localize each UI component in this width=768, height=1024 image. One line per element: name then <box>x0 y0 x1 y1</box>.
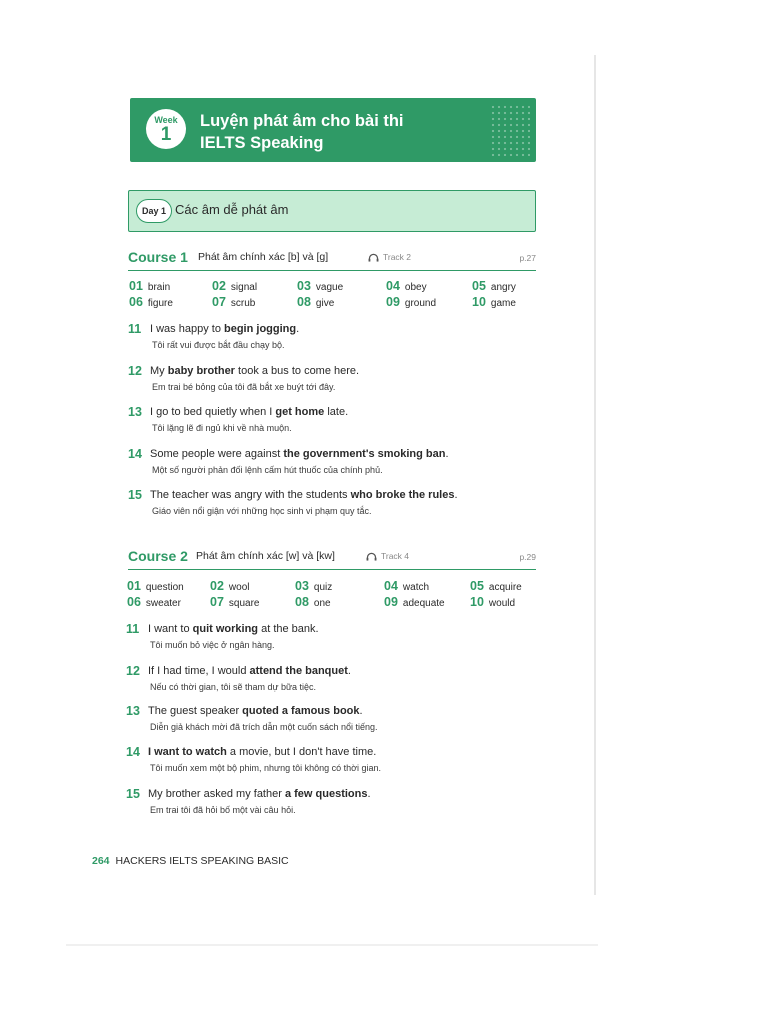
vocab-item <box>210 595 259 609</box>
page-number: 264 <box>92 855 110 867</box>
sentence-text: My brother asked my father <box>148 788 285 800</box>
week-title <box>200 110 404 154</box>
vocab-item <box>472 279 516 293</box>
week-title-line1: Luyện phát âm cho bài thi <box>200 112 404 130</box>
banner-dot-pattern <box>490 104 530 156</box>
course2-page-ref: p.29 <box>519 552 536 562</box>
vocab-item <box>384 579 429 593</box>
vocab-number: 10 <box>470 595 484 609</box>
sentence-english <box>150 448 449 460</box>
sentence-text: I was happy to <box>150 323 224 335</box>
sentence-vietnamese: Diễn giả khách mời đã trích dẫn một cuốn sách nổi tiếng. <box>150 722 378 732</box>
sentence-keyphrase: begin jogging <box>224 323 297 335</box>
sentence-keyphrase: baby brother <box>167 365 235 377</box>
sentence-keyphrase: get home <box>275 406 325 418</box>
sentence-number: 11 <box>126 622 140 636</box>
sentence-text: . <box>296 323 300 335</box>
sentence-vietnamese: Tôi muốn bỏ việc ở ngân hàng. <box>150 640 275 650</box>
vocab-word: wool <box>228 582 250 593</box>
sentence-keyphrase: quoted a famous book <box>242 705 360 717</box>
vocab-item <box>127 579 184 593</box>
course1-track-label: Track 2 <box>383 252 412 262</box>
vocab-word: adequate <box>402 598 445 609</box>
vocab-word: quiz <box>313 582 333 593</box>
vocab-item <box>295 579 332 593</box>
vocab-item <box>127 595 181 609</box>
book-title: HACKERS IELTS SPEAKING BASIC <box>115 855 289 867</box>
sentence-number: 13 <box>128 405 142 419</box>
vocab-word: game <box>490 298 516 309</box>
sentence-english <box>150 323 299 335</box>
sentence-text: late. <box>324 406 349 418</box>
sentence-vietnamese: Tôi lặng lẽ đi ngủ khi về nhà muộn. <box>152 423 292 433</box>
vocab-item <box>129 279 170 293</box>
headphones-icon <box>366 552 377 561</box>
vocab-number: 04 <box>386 279 400 293</box>
sentence-text: . <box>454 489 458 501</box>
sentence-text: I go to bed quietly when I <box>150 406 276 418</box>
sentence-text: at the bank. <box>258 623 319 635</box>
page-edge-bottom <box>66 944 598 946</box>
vocab-item <box>297 295 334 309</box>
sentence-english <box>148 746 376 758</box>
vocab-item <box>470 595 515 609</box>
vocab-word: scrub <box>230 298 256 309</box>
sentence-text: I want to <box>148 623 193 635</box>
vocab-word: vague <box>315 282 344 293</box>
vocab-word: brain <box>147 282 171 293</box>
vocab-number: 03 <box>297 279 311 293</box>
vocab-word: ground <box>404 298 437 309</box>
vocab-item <box>470 579 522 593</box>
vocab-word: would <box>488 598 516 609</box>
vocab-word: question <box>145 582 184 593</box>
course1-page-ref: p.27 <box>519 253 536 263</box>
sentence-keyphrase: attend the banquet <box>249 665 348 677</box>
vocab-word: obey <box>404 282 427 293</box>
course2-description: Phát âm chính xác [w] và [kw] <box>196 550 335 562</box>
vocab-item <box>210 579 249 593</box>
sentence-text: . <box>445 448 449 460</box>
sentence-number: 15 <box>128 488 142 502</box>
sentence-vietnamese: Tôi muốn xem một bộ phim, nhưng tôi không có thời gian. <box>150 763 382 773</box>
sentence-text: Some people were against <box>150 448 284 460</box>
vocab-word: acquire <box>488 582 522 593</box>
sentence-english <box>148 705 363 717</box>
sentence-vietnamese: Giáo viên nổi giận với những học sinh vi phạm quy tắc. <box>152 506 372 516</box>
vocab-word: watch <box>402 582 430 593</box>
day-title: Các âm dễ phát âm <box>175 202 289 217</box>
vocab-word: signal <box>230 282 258 293</box>
vocab-number: 10 <box>472 295 486 309</box>
week-number: 1 <box>160 123 172 145</box>
sentence-vietnamese: Em trai bé bỏng của tôi đã bắt xe buýt tới đây. <box>152 382 336 392</box>
vocab-number: 04 <box>384 579 398 593</box>
week-label: Week <box>154 114 178 125</box>
sentence-english <box>150 365 359 377</box>
vocab-number: 09 <box>384 595 398 609</box>
sentence-text: a movie, but I don't have time. <box>226 746 377 758</box>
vocab-number: 08 <box>297 295 311 309</box>
sentence-text: If I had time, I would <box>148 665 250 677</box>
sentence-text: . <box>367 788 371 800</box>
sentence-text: . <box>359 705 363 717</box>
sentence-keyphrase: the government's smoking ban <box>283 448 446 460</box>
vocab-number: 07 <box>210 595 224 609</box>
vocab-number: 06 <box>129 295 143 309</box>
week-banner <box>130 98 536 162</box>
vocab-number: 02 <box>210 579 224 593</box>
sentence-number: 15 <box>126 787 140 801</box>
sentence-keyphrase: quit working <box>192 623 259 635</box>
week-title-line2: IELTS Speaking <box>200 134 324 152</box>
sentence-english <box>148 623 319 635</box>
vocab-item <box>386 295 436 309</box>
vocab-item <box>129 295 173 309</box>
vocab-number: 01 <box>127 579 141 593</box>
vocab-word: figure <box>147 298 173 309</box>
vocab-item <box>386 279 427 293</box>
vocab-item <box>295 595 331 609</box>
vocab-number: 05 <box>470 579 484 593</box>
vocab-word: one <box>313 598 331 609</box>
vocab-word: sweater <box>145 598 181 609</box>
vocab-word: square <box>228 598 260 609</box>
sentence-number: 12 <box>126 664 140 678</box>
sentence-keyphrase: a few questions <box>284 788 368 800</box>
sentence-vietnamese: Nếu có thời gian, tôi sẽ tham dự bữa tiệc. <box>150 682 317 692</box>
vocab-number: 01 <box>129 279 143 293</box>
sentence-vietnamese: Em trai tôi đã hỏi bố một vài câu hỏi. <box>150 805 296 815</box>
day-banner <box>128 190 536 232</box>
sentence-number: 11 <box>128 322 142 336</box>
vocab-number: 06 <box>127 595 141 609</box>
sentence-text: took a bus to come here. <box>234 365 360 377</box>
day-badge: Day 1 <box>136 199 172 223</box>
vocab-item <box>472 295 516 309</box>
vocab-number: 08 <box>295 595 309 609</box>
sentence-number: 13 <box>126 704 140 718</box>
vocab-number: 03 <box>295 579 309 593</box>
course2-header <box>128 548 536 570</box>
sentence-english <box>148 665 351 677</box>
sentence-english <box>148 788 371 800</box>
sentence-english <box>150 489 458 501</box>
sentence-text: My <box>150 365 168 377</box>
vocab-item <box>212 295 255 309</box>
sentence-number: 14 <box>128 447 142 461</box>
sentence-text: The teacher was angry with the students <box>150 489 351 501</box>
vocab-item <box>384 595 445 609</box>
sentence-vietnamese: Một số người phản đối lệnh cấm hút thuốc của chính phủ. <box>152 465 383 475</box>
course2-track-label: Track 4 <box>381 551 410 561</box>
sentence-keyphrase: I want to watch <box>148 746 227 758</box>
vocab-word: give <box>315 298 335 309</box>
course1-name: Course 1 <box>128 249 188 265</box>
sentence-english <box>150 406 348 418</box>
sentence-text: The guest speaker <box>148 705 243 717</box>
sentence-number: 12 <box>128 364 142 378</box>
vocab-number: 02 <box>212 279 226 293</box>
course1-track[interactable] <box>368 252 411 262</box>
course2-name: Course 2 <box>128 548 188 564</box>
vocab-number: 09 <box>386 295 400 309</box>
sentence-text: . <box>347 665 351 677</box>
vocab-item <box>297 279 343 293</box>
vocab-number: 07 <box>212 295 226 309</box>
sentence-number: 14 <box>126 745 140 759</box>
course1-description: Phát âm chính xác [b] và [g] <box>198 251 329 263</box>
page-footer <box>92 855 289 867</box>
course2-track[interactable] <box>366 551 409 561</box>
sentence-keyphrase: who broke the rules <box>350 489 455 501</box>
vocab-item <box>212 279 257 293</box>
week-badge <box>146 109 186 149</box>
course1-header <box>128 249 536 271</box>
vocab-word: angry <box>490 282 516 293</box>
page-edge-right <box>594 55 596 895</box>
headphones-icon <box>368 253 379 262</box>
vocab-number: 05 <box>472 279 486 293</box>
sentence-vietnamese: Tôi rất vui được bắt đầu chạy bộ. <box>152 340 285 350</box>
